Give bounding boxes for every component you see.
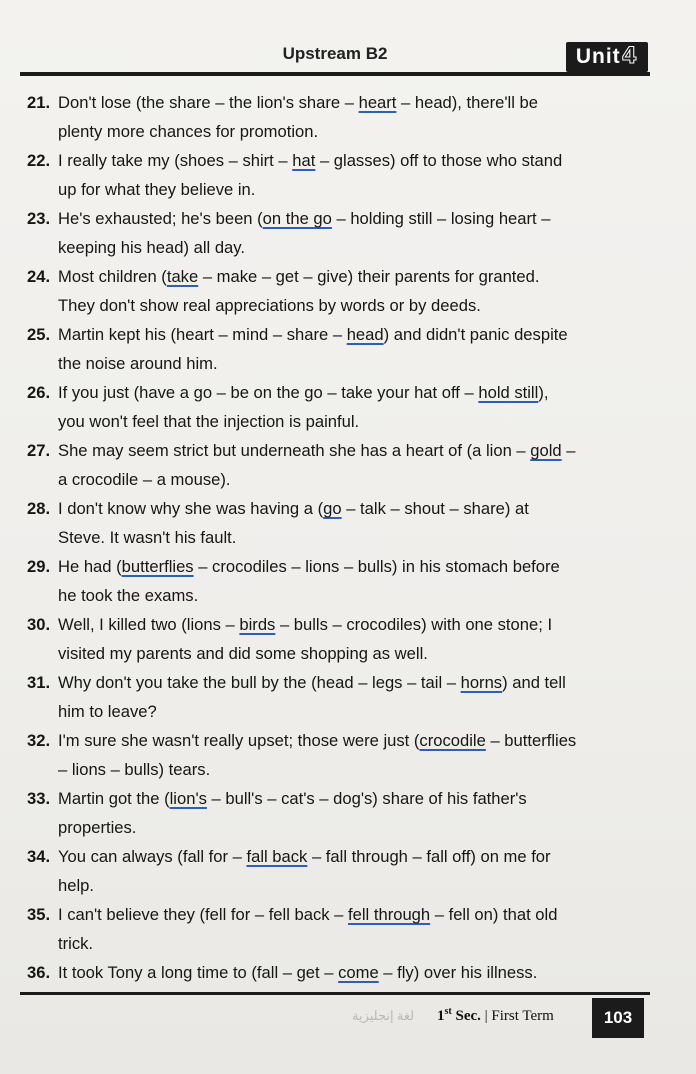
question-line: I really take my (shoes – shirt – hat – glasses) off to those who stand — [58, 151, 563, 170]
question-item — [27, 668, 647, 726]
question-number: 24. — [27, 267, 51, 286]
answer-underline: gold — [530, 441, 562, 460]
answer-underline: fall back — [246, 847, 308, 866]
footer-divider — [20, 992, 650, 995]
question-item — [27, 900, 647, 958]
question-line: plenty more chances for promotion. — [58, 122, 319, 141]
answer-underline: birds — [239, 615, 276, 634]
question-number: 21. — [27, 93, 51, 112]
question-line: It took Tony a long time to (fall – get – come – fly) over his illness. — [58, 963, 538, 982]
question-item — [27, 262, 647, 320]
question-item — [27, 320, 647, 378]
page-header — [20, 38, 650, 78]
question-number: 22. — [27, 151, 51, 170]
question-number: 35. — [27, 905, 51, 924]
question-line: he took the exams. — [58, 586, 199, 605]
question-line: I'm sure she wasn't really upset; those were just (crocodile – butterflies — [58, 731, 577, 750]
question-number: 33. — [27, 789, 51, 808]
question-item — [27, 146, 647, 204]
question-line: trick. — [58, 934, 94, 953]
question-line: help. — [58, 876, 94, 895]
question-line: Well, I killed two (lions – birds – bulls – crocodiles) with one stone; I — [58, 615, 553, 634]
question-line: You can always (fall for – fall back – fall through – fall off) on me for — [58, 847, 551, 866]
header-divider — [20, 72, 650, 76]
question-item — [27, 552, 647, 610]
answer-underline: come — [338, 963, 379, 982]
question-line: They don't show real appreciations by words or by deeds. — [58, 296, 481, 315]
question-number: 34. — [27, 847, 51, 866]
question-line: Don't lose (the share – the lion's share – heart – head), there'll be — [58, 93, 538, 112]
question-list — [27, 88, 647, 987]
question-number: 30. — [27, 615, 51, 634]
answer-underline: fell through — [348, 905, 431, 924]
question-number: 26. — [27, 383, 51, 402]
question-line: I don't know why she was having a (go – talk – shout – share) at — [58, 499, 529, 518]
section-ordinal: 1 — [437, 1008, 445, 1024]
term-label: First Term — [491, 1008, 554, 1024]
question-number: 23. — [27, 209, 51, 228]
section-ordinal-suffix: st — [444, 1006, 452, 1017]
question-line: keeping his head) all day. — [58, 238, 245, 257]
question-line: – lions – bulls) tears. — [58, 760, 211, 779]
question-number: 32. — [27, 731, 51, 750]
question-line: Steve. It wasn't his fault. — [58, 528, 237, 547]
answer-underline: hold still — [478, 383, 539, 402]
question-line: She may seem strict but underneath she has a heart of (a lion – gold – — [58, 441, 576, 460]
question-item — [27, 726, 647, 784]
question-item — [27, 958, 647, 987]
question-item — [27, 378, 647, 436]
question-item — [27, 436, 647, 494]
book-title: Upstream B2 — [282, 44, 388, 63]
question-line: visited my parents and did some shopping as well. — [58, 644, 428, 663]
question-number: 27. — [27, 441, 51, 460]
question-item — [27, 204, 647, 262]
unit-label: Unit — [575, 45, 621, 68]
question-item — [27, 784, 647, 842]
answer-underline: horns — [460, 673, 503, 692]
footer-section-label — [437, 1006, 554, 1025]
answer-underline: take — [166, 267, 199, 286]
page-number: 103 — [592, 998, 644, 1038]
question-line: a crocodile – a mouse). — [58, 470, 231, 489]
question-item — [27, 610, 647, 668]
question-line: him to leave? — [58, 702, 157, 721]
question-line: He had (butterflies – crocodiles – lions – bulls) in his stomach before — [58, 557, 560, 576]
question-line: up for what they believe in. — [58, 180, 256, 199]
footer-separator: | — [484, 1008, 488, 1024]
question-number: 25. — [27, 325, 51, 344]
question-item — [27, 88, 647, 146]
question-line: He's exhausted; he's been (on the go – holding still – losing heart – — [58, 209, 551, 228]
question-line: Why don't you take the bull by the (head – legs – tail – horns) and tell — [58, 673, 566, 692]
question-line: If you just (have a go – be on the go – take your hat off – hold still), — [58, 383, 549, 402]
answer-underline: head — [346, 325, 384, 344]
question-line: Martin got the (lion's – bull's – cat's – dog's) share of his father's — [58, 789, 527, 808]
question-line: Most children (take – make – get – give) their parents for granted. — [58, 267, 540, 286]
answer-underline: lion's — [169, 789, 207, 808]
answer-underline: heart — [358, 93, 397, 112]
answer-underline: on the go — [262, 209, 332, 228]
question-line: Martin kept his (heart – mind – share – head) and didn't panic despite — [58, 325, 568, 344]
question-number: 31. — [27, 673, 51, 692]
unit-badge — [566, 42, 648, 72]
question-line: the noise around him. — [58, 354, 218, 373]
answer-underline: hat — [292, 151, 316, 170]
answer-underline: crocodile — [419, 731, 486, 750]
question-number: 36. — [27, 963, 51, 982]
answer-underline: go — [323, 499, 342, 518]
section-label: Sec. — [451, 1008, 481, 1024]
question-number: 29. — [27, 557, 51, 576]
question-line: you won't feel that the injection is painful. — [58, 412, 360, 431]
question-item — [27, 494, 647, 552]
footer-watermark: لغة إنجليزية — [352, 1008, 415, 1023]
question-line: I can't believe they (fell for – fell back – fell through – fell on) that old — [58, 905, 558, 924]
unit-number: 4 — [621, 44, 638, 69]
question-number: 28. — [27, 499, 51, 518]
question-item — [27, 842, 647, 900]
question-line: properties. — [58, 818, 137, 837]
answer-underline: butterflies — [121, 557, 194, 576]
